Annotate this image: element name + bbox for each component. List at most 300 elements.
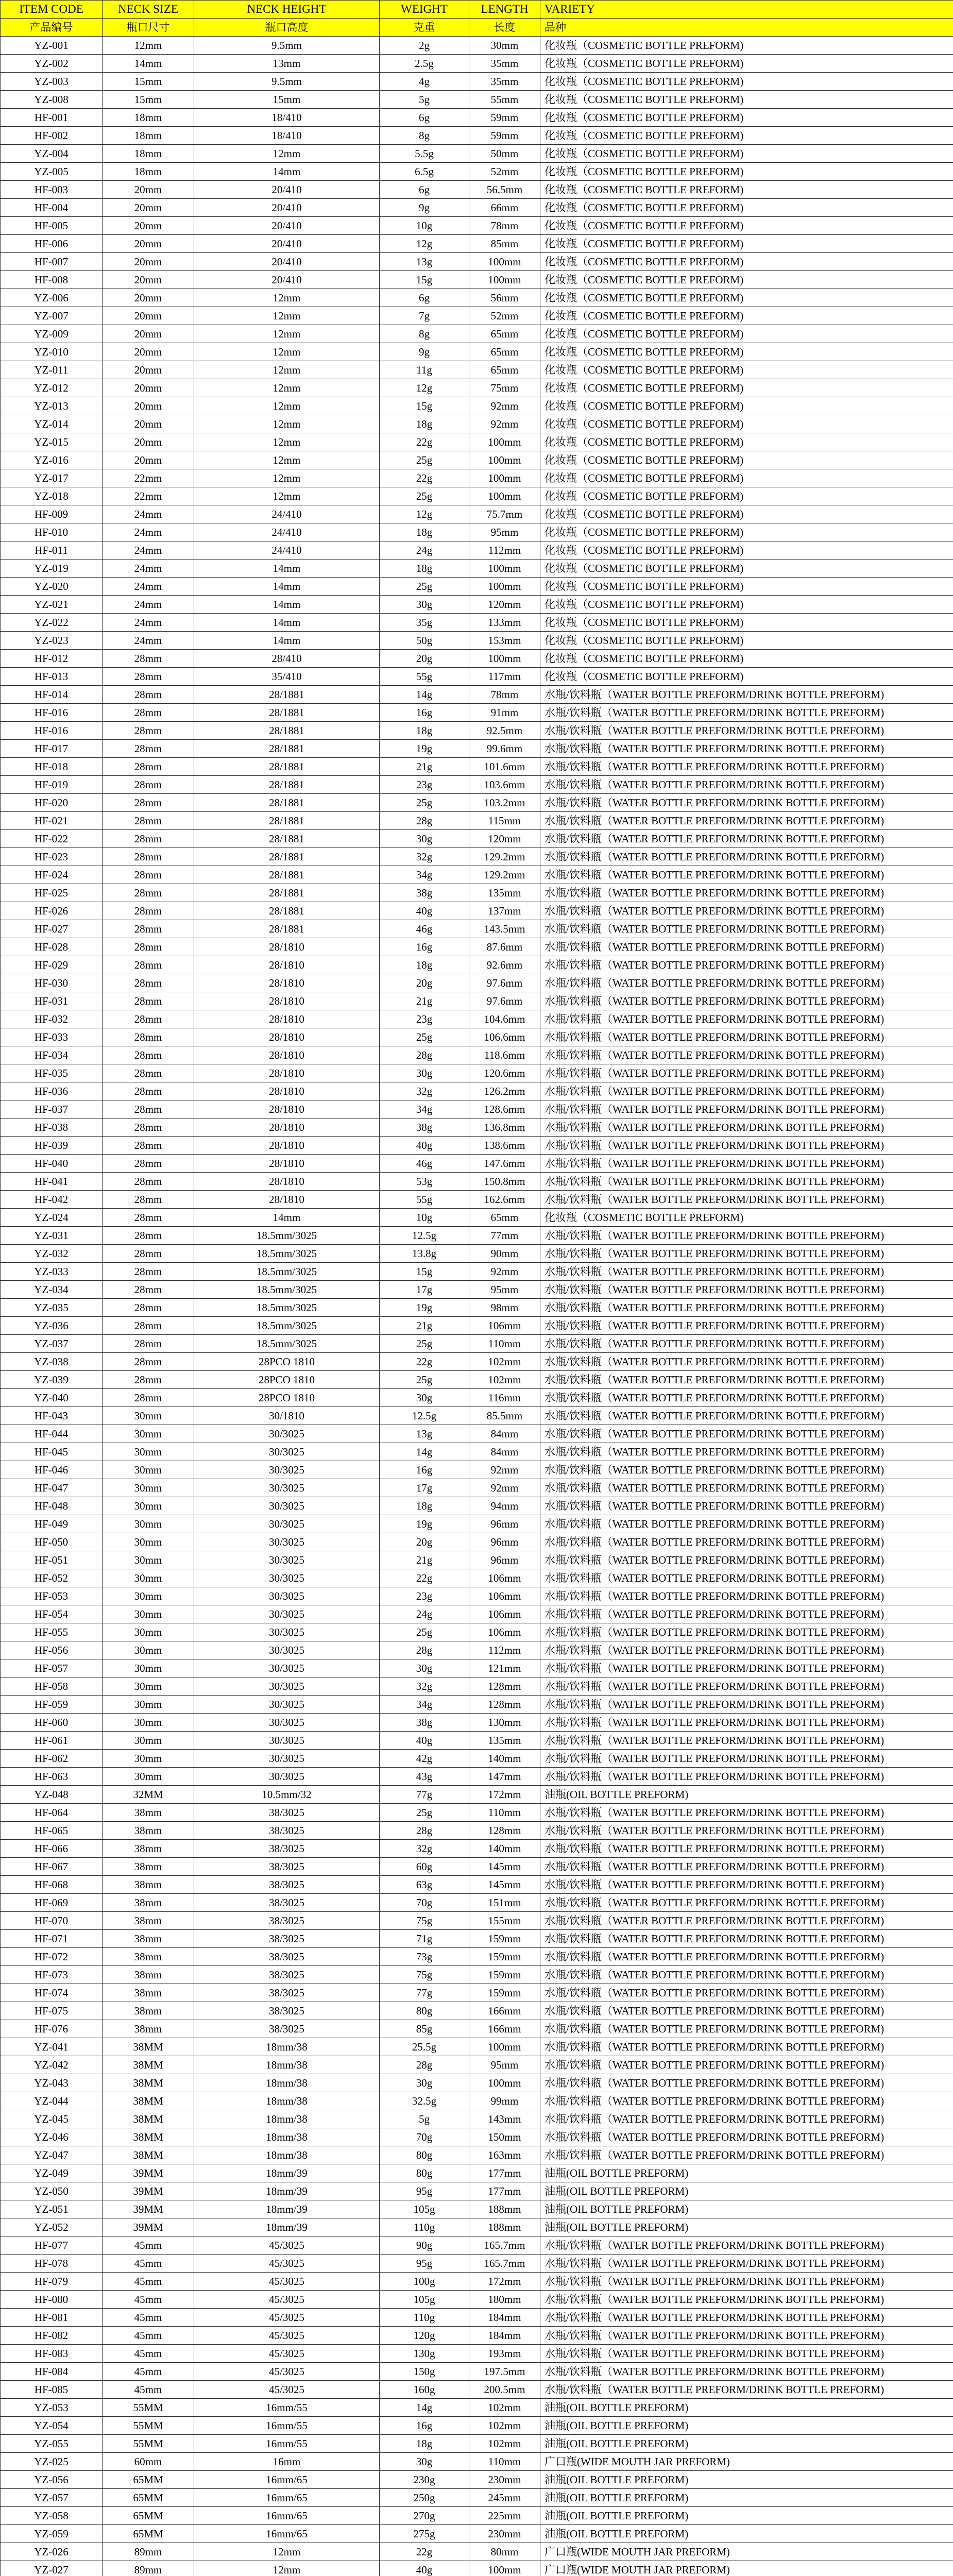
cell-variety: 水瓶/饮料瓶（WATER BOTTLE PREFORM/DRINK BOTTLE PREFORM) [540, 902, 953, 920]
cell-weight: 28g [380, 2056, 469, 2074]
cell-variety: 水瓶/饮料瓶（WATER BOTTLE PREFORM/DRINK BOTTLE PREFORM) [540, 2255, 953, 2273]
cell-length: 84mm [469, 1443, 540, 1461]
cell-variety: 水瓶/饮料瓶（WATER BOTTLE PREFORM/DRINK BOTTLE PREFORM) [540, 704, 953, 722]
cell-length: 65mm [469, 343, 540, 361]
cell-item-code: YZ-006 [1, 289, 103, 307]
cell-item-code: HF-077 [1, 2236, 103, 2255]
cell-neck-size: 38MM [103, 2074, 194, 2092]
cell-item-code: YZ-057 [1, 2489, 103, 2507]
table-row [1, 722, 953, 740]
cell-neck-size: 38MM [103, 2056, 194, 2074]
cell-weight: 13.8g [380, 1245, 469, 1263]
cell-variety: 化妆瓶（COSMETIC BOTTLE PREFORM) [540, 487, 953, 505]
cell-neck-height: 28/1810 [194, 992, 380, 1010]
cell-weight: 46g [380, 1155, 469, 1173]
cell-item-code: HF-008 [1, 271, 103, 289]
cell-item-code: HF-025 [1, 884, 103, 902]
cell-neck-height: 45/3025 [194, 2273, 380, 2291]
cell-item-code: YZ-042 [1, 2056, 103, 2074]
table-row [1, 1984, 953, 2002]
cell-item-code: YZ-007 [1, 307, 103, 325]
cell-neck-size: 65MM [103, 2489, 194, 2507]
header-neck-height: NECK HEIGHT [194, 1, 380, 19]
cell-length: 155mm [469, 1912, 540, 1930]
cell-weight: 9g [380, 199, 469, 217]
table-row [1, 37, 953, 55]
table-row [1, 2273, 953, 2291]
cell-neck-height: 18/410 [194, 109, 380, 127]
cell-neck-size: 30mm [103, 1443, 194, 1461]
cell-neck-height: 12mm [194, 361, 380, 379]
cell-item-code: YZ-040 [1, 1389, 103, 1407]
cell-neck-size: 45mm [103, 2381, 194, 2399]
cell-neck-height: 45/3025 [194, 2327, 380, 2345]
cell-neck-size: 28mm [103, 686, 194, 704]
cell-length: 140mm [469, 1840, 540, 1858]
cell-variety: 水瓶/饮料瓶（WATER BOTTLE PREFORM/DRINK BOTTLE PREFORM) [540, 2110, 953, 2128]
cell-length: 135mm [469, 884, 540, 902]
cell-variety: 水瓶/饮料瓶（WATER BOTTLE PREFORM/DRINK BOTTLE PREFORM) [540, 1100, 953, 1118]
cell-variety: 化妆瓶（COSMETIC BOTTLE PREFORM) [540, 253, 953, 271]
cell-neck-height: 28/1881 [194, 722, 380, 740]
cell-neck-height: 18.5mm/3025 [194, 1281, 380, 1299]
table-row [1, 1353, 953, 1371]
table-row [1, 109, 953, 127]
table-row [1, 2381, 953, 2399]
cell-weight: 28g [380, 812, 469, 830]
cell-weight: 20g [380, 974, 469, 992]
table-row [1, 2182, 953, 2200]
table-row [1, 884, 953, 902]
cell-weight: 18g [380, 523, 469, 541]
cell-item-code: HF-022 [1, 830, 103, 848]
cell-item-code: HF-082 [1, 2327, 103, 2345]
table-row [1, 1750, 953, 1768]
cell-length: 95mm [469, 523, 540, 541]
cell-length: 96mm [469, 1515, 540, 1533]
cell-weight: 110g [380, 2218, 469, 2236]
cell-neck-height: 28/1881 [194, 920, 380, 938]
cell-item-code: YZ-033 [1, 1263, 103, 1281]
cell-weight: 18g [380, 560, 469, 578]
cell-neck-height: 20/410 [194, 271, 380, 289]
cell-length: 35mm [469, 55, 540, 73]
cell-neck-size: 20mm [103, 307, 194, 325]
cell-item-code: HF-016 [1, 704, 103, 722]
cell-neck-height: 18.5mm/3025 [194, 1245, 380, 1263]
cell-item-code: HF-023 [1, 848, 103, 866]
cell-item-code: HF-074 [1, 1984, 103, 2002]
cell-neck-height: 30/3025 [194, 1696, 380, 1714]
cell-neck-height: 38/3025 [194, 2002, 380, 2020]
cell-weight: 25g [380, 1028, 469, 1046]
cell-length: 112mm [469, 1641, 540, 1659]
cell-neck-height: 13mm [194, 55, 380, 73]
cell-neck-size: 30mm [103, 1461, 194, 1479]
cell-weight: 34g [380, 1100, 469, 1118]
cell-weight: 71g [380, 1930, 469, 1948]
cell-item-code: YZ-018 [1, 487, 103, 505]
cell-item-code: HF-027 [1, 920, 103, 938]
cell-neck-height: 20/410 [194, 253, 380, 271]
cell-variety: 化妆瓶（COSMETIC BOTTLE PREFORM) [540, 217, 953, 235]
table-row [1, 1371, 953, 1389]
cell-length: 90mm [469, 1245, 540, 1263]
cell-item-code: YZ-027 [1, 2561, 103, 2576]
cell-weight: 40g [380, 1137, 469, 1155]
cell-weight: 24g [380, 1605, 469, 1623]
header-weight-cn: 克重 [380, 19, 469, 37]
cell-neck-size: 28mm [103, 1299, 194, 1317]
cell-neck-height: 16mm/65 [194, 2471, 380, 2489]
cell-item-code: HF-071 [1, 1930, 103, 1948]
cell-item-code: HF-041 [1, 1173, 103, 1191]
table-row [1, 1551, 953, 1569]
cell-length: 102mm [469, 2435, 540, 2453]
cell-weight: 23g [380, 776, 469, 794]
cell-neck-size: 28mm [103, 1209, 194, 1227]
cell-weight: 70g [380, 2128, 469, 2146]
cell-item-code: HF-081 [1, 2309, 103, 2327]
cell-length: 99mm [469, 2092, 540, 2110]
table-row [1, 794, 953, 812]
table-row [1, 1227, 953, 1245]
cell-neck-height: 38/3025 [194, 1984, 380, 2002]
cell-variety: 水瓶/饮料瓶（WATER BOTTLE PREFORM/DRINK BOTTLE PREFORM) [540, 1822, 953, 1840]
table-row [1, 686, 953, 704]
cell-variety: 水瓶/饮料瓶（WATER BOTTLE PREFORM/DRINK BOTTLE PREFORM) [540, 2038, 953, 2056]
cell-length: 106mm [469, 1317, 540, 1335]
cell-item-code: YZ-059 [1, 2525, 103, 2543]
table-row [1, 217, 953, 235]
cell-length: 177mm [469, 2164, 540, 2182]
cell-neck-height: 38/3025 [194, 1930, 380, 1948]
cell-neck-height: 45/3025 [194, 2363, 380, 2381]
cell-neck-height: 28/1881 [194, 902, 380, 920]
cell-item-code: YZ-005 [1, 163, 103, 181]
table-row [1, 1046, 953, 1064]
cell-variety: 化妆瓶（COSMETIC BOTTLE PREFORM) [540, 127, 953, 145]
table-row [1, 1515, 953, 1533]
cell-item-code: YZ-039 [1, 1371, 103, 1389]
cell-length: 85.5mm [469, 1407, 540, 1425]
table-row [1, 1173, 953, 1191]
cell-neck-height: 20/410 [194, 199, 380, 217]
table-row [1, 1137, 953, 1155]
cell-length: 112mm [469, 541, 540, 560]
table-row [1, 740, 953, 758]
cell-neck-size: 39MM [103, 2200, 194, 2218]
table-row [1, 1659, 953, 1677]
cell-neck-size: 24mm [103, 614, 194, 632]
cell-neck-height: 12mm [194, 433, 380, 451]
cell-neck-height: 28/1810 [194, 1010, 380, 1028]
cell-neck-size: 28mm [103, 1010, 194, 1028]
cell-weight: 21g [380, 758, 469, 776]
table-row [1, 596, 953, 614]
cell-variety: 水瓶/饮料瓶（WATER BOTTLE PREFORM/DRINK BOTTLE PREFORM) [540, 1443, 953, 1461]
cell-variety: 水瓶/饮料瓶（WATER BOTTLE PREFORM/DRINK BOTTLE PREFORM) [540, 1641, 953, 1659]
cell-variety: 水瓶/饮料瓶（WATER BOTTLE PREFORM/DRINK BOTTLE PREFORM) [540, 1191, 953, 1209]
cell-neck-height: 30/3025 [194, 1750, 380, 1768]
cell-neck-height: 30/3025 [194, 1551, 380, 1569]
table-row [1, 2507, 953, 2525]
table-row [1, 235, 953, 253]
cell-variety: 水瓶/饮料瓶（WATER BOTTLE PREFORM/DRINK BOTTLE PREFORM) [540, 1137, 953, 1155]
cell-item-code: YZ-008 [1, 91, 103, 109]
cell-neck-height: 30/3025 [194, 1732, 380, 1750]
cell-variety: 水瓶/饮料瓶（WATER BOTTLE PREFORM/DRINK BOTTLE PREFORM) [540, 1551, 953, 1569]
cell-neck-height: 28/1810 [194, 1137, 380, 1155]
cell-neck-size: 38mm [103, 1804, 194, 1822]
header-neck-size: NECK SIZE [103, 1, 194, 19]
table-row [1, 1587, 953, 1605]
cell-neck-size: 30mm [103, 1497, 194, 1515]
cell-neck-size: 28mm [103, 1155, 194, 1173]
cell-neck-height: 28/1810 [194, 1028, 380, 1046]
cell-item-code: HF-028 [1, 938, 103, 956]
cell-weight: 12g [380, 505, 469, 523]
cell-neck-height: 38/3025 [194, 1822, 380, 1840]
cell-neck-size: 20mm [103, 397, 194, 415]
cell-weight: 14g [380, 1443, 469, 1461]
cell-item-code: HF-006 [1, 235, 103, 253]
cell-variety: 化妆瓶（COSMETIC BOTTLE PREFORM) [540, 560, 953, 578]
cell-variety: 油瓶(OIL BOTTLE PREFORM) [540, 1786, 953, 1804]
cell-neck-height: 16mm/65 [194, 2525, 380, 2543]
cell-neck-size: 28mm [103, 1281, 194, 1299]
cell-neck-height: 45/3025 [194, 2255, 380, 2273]
cell-weight: 80g [380, 2002, 469, 2020]
cell-weight: 95g [380, 2255, 469, 2273]
table-row [1, 343, 953, 361]
cell-neck-size: 28mm [103, 848, 194, 866]
cell-neck-height: 28PCO 1810 [194, 1371, 380, 1389]
cell-variety: 水瓶/饮料瓶（WATER BOTTLE PREFORM/DRINK BOTTLE PREFORM) [540, 1389, 953, 1407]
cell-item-code: HF-036 [1, 1082, 103, 1100]
cell-length: 140mm [469, 1750, 540, 1768]
cell-neck-size: 20mm [103, 361, 194, 379]
cell-item-code: HF-048 [1, 1497, 103, 1515]
cell-weight: 32g [380, 1840, 469, 1858]
cell-item-code: HF-013 [1, 668, 103, 686]
cell-length: 184mm [469, 2309, 540, 2327]
cell-neck-size: 28mm [103, 1245, 194, 1263]
cell-variety: 水瓶/饮料瓶（WATER BOTTLE PREFORM/DRINK BOTTLE PREFORM) [540, 1173, 953, 1191]
cell-neck-height: 9.5mm [194, 73, 380, 91]
table-row [1, 1696, 953, 1714]
cell-variety: 水瓶/饮料瓶（WATER BOTTLE PREFORM/DRINK BOTTLE PREFORM) [540, 1569, 953, 1587]
table-row [1, 487, 953, 505]
cell-length: 117mm [469, 668, 540, 686]
cell-item-code: HF-019 [1, 776, 103, 794]
cell-variety: 水瓶/饮料瓶（WATER BOTTLE PREFORM/DRINK BOTTLE PREFORM) [540, 1461, 953, 1479]
cell-neck-height: 45/3025 [194, 2381, 380, 2399]
cell-length: 78mm [469, 217, 540, 235]
cell-weight: 15g [380, 1263, 469, 1281]
cell-weight: 21g [380, 1317, 469, 1335]
cell-weight: 22g [380, 1353, 469, 1371]
header-length-cn: 长度 [469, 19, 540, 37]
cell-length: 184mm [469, 2327, 540, 2345]
cell-weight: 28g [380, 1046, 469, 1064]
cell-neck-height: 14mm [194, 614, 380, 632]
table-row [1, 127, 953, 145]
cell-length: 180mm [469, 2291, 540, 2309]
cell-length: 143mm [469, 2110, 540, 2128]
cell-neck-height: 28/1881 [194, 794, 380, 812]
cell-variety: 水瓶/饮料瓶（WATER BOTTLE PREFORM/DRINK BOTTLE PREFORM) [540, 992, 953, 1010]
cell-variety: 水瓶/饮料瓶（WATER BOTTLE PREFORM/DRINK BOTTLE PREFORM) [540, 956, 953, 974]
cell-weight: 6g [380, 181, 469, 199]
cell-item-code: HF-066 [1, 1840, 103, 1858]
cell-item-code: YZ-023 [1, 632, 103, 650]
cell-weight: 17g [380, 1479, 469, 1497]
cell-item-code: HF-001 [1, 109, 103, 127]
cell-neck-height: 18.5mm/3025 [194, 1317, 380, 1335]
cell-variety: 水瓶/饮料瓶（WATER BOTTLE PREFORM/DRINK BOTTLE PREFORM) [540, 2273, 953, 2291]
cell-weight: 46g [380, 920, 469, 938]
cell-weight: 18g [380, 956, 469, 974]
cell-weight: 19g [380, 740, 469, 758]
table-row [1, 992, 953, 1010]
cell-neck-height: 16mm/55 [194, 2399, 380, 2417]
cell-item-code: HF-050 [1, 1533, 103, 1551]
cell-length: 172mm [469, 1786, 540, 1804]
cell-neck-size: 38MM [103, 2110, 194, 2128]
cell-weight: 6g [380, 289, 469, 307]
cell-variety: 化妆瓶（COSMETIC BOTTLE PREFORM) [540, 235, 953, 253]
cell-weight: 6.5g [380, 163, 469, 181]
cell-variety: 化妆瓶（COSMETIC BOTTLE PREFORM) [540, 343, 953, 361]
cell-neck-height: 20/410 [194, 235, 380, 253]
cell-length: 92mm [469, 1461, 540, 1479]
cell-item-code: HF-079 [1, 2273, 103, 2291]
cell-item-code: HF-047 [1, 1479, 103, 1497]
cell-neck-size: 20mm [103, 379, 194, 397]
cell-weight: 12g [380, 235, 469, 253]
cell-weight: 18g [380, 1497, 469, 1515]
cell-variety: 化妆瓶（COSMETIC BOTTLE PREFORM) [540, 91, 953, 109]
cell-neck-height: 30/3025 [194, 1533, 380, 1551]
cell-variety: 水瓶/饮料瓶（WATER BOTTLE PREFORM/DRINK BOTTLE PREFORM) [540, 1263, 953, 1281]
cell-weight: 25g [380, 487, 469, 505]
cell-variety: 化妆瓶（COSMETIC BOTTLE PREFORM) [540, 668, 953, 686]
cell-neck-size: 28mm [103, 1389, 194, 1407]
cell-neck-size: 60mm [103, 2453, 194, 2471]
table-row [1, 2110, 953, 2128]
cell-variety: 水瓶/饮料瓶（WATER BOTTLE PREFORM/DRINK BOTTLE PREFORM) [540, 1118, 953, 1137]
cell-neck-size: 28mm [103, 1191, 194, 1209]
cell-weight: 28g [380, 1641, 469, 1659]
cell-neck-size: 28mm [103, 1353, 194, 1371]
cell-neck-size: 32MM [103, 1786, 194, 1804]
cell-variety: 化妆瓶（COSMETIC BOTTLE PREFORM) [540, 650, 953, 668]
cell-weight: 22g [380, 2543, 469, 2561]
table-row [1, 289, 953, 307]
cell-neck-height: 38/3025 [194, 1894, 380, 1912]
cell-neck-size: 28mm [103, 1046, 194, 1064]
cell-neck-height: 28/1810 [194, 974, 380, 992]
cell-weight: 17g [380, 1281, 469, 1299]
cell-item-code: YZ-003 [1, 73, 103, 91]
table-row [1, 2020, 953, 2038]
cell-length: 165.7mm [469, 2236, 540, 2255]
cell-neck-height: 18mm/39 [194, 2200, 380, 2218]
cell-length: 35mm [469, 73, 540, 91]
cell-length: 92mm [469, 1263, 540, 1281]
cell-length: 102mm [469, 1353, 540, 1371]
cell-neck-size: 38mm [103, 1966, 194, 1984]
cell-neck-height: 30/3025 [194, 1768, 380, 1786]
cell-item-code: HF-080 [1, 2291, 103, 2309]
cell-length: 100mm [469, 253, 540, 271]
table-row [1, 2092, 953, 2110]
table-row [1, 1082, 953, 1100]
cell-weight: 42g [380, 1750, 469, 1768]
cell-item-code: YZ-025 [1, 2453, 103, 2471]
cell-length: 92mm [469, 397, 540, 415]
cell-weight: 4g [380, 73, 469, 91]
cell-variety: 水瓶/饮料瓶（WATER BOTTLE PREFORM/DRINK BOTTLE PREFORM) [540, 1894, 953, 1912]
cell-length: 197.5mm [469, 2363, 540, 2381]
cell-item-code: HF-020 [1, 794, 103, 812]
cell-neck-height: 28/1810 [194, 1064, 380, 1082]
cell-neck-size: 24mm [103, 523, 194, 541]
cell-item-code: HF-053 [1, 1587, 103, 1605]
cell-length: 136.8mm [469, 1118, 540, 1137]
table-row [1, 1569, 953, 1587]
table-row [1, 2146, 953, 2164]
cell-variety: 水瓶/饮料瓶（WATER BOTTLE PREFORM/DRINK BOTTLE PREFORM) [540, 1299, 953, 1317]
cell-neck-size: 45mm [103, 2309, 194, 2327]
cell-neck-size: 28mm [103, 1173, 194, 1191]
cell-length: 104.6mm [469, 1010, 540, 1028]
table-row [1, 1461, 953, 1479]
cell-item-code: HF-051 [1, 1551, 103, 1569]
cell-neck-height: 38/3025 [194, 1948, 380, 1966]
cell-neck-height: 28/1881 [194, 866, 380, 884]
table-row [1, 2056, 953, 2074]
cell-neck-height: 38/3025 [194, 1966, 380, 1984]
table-row [1, 91, 953, 109]
cell-weight: 95g [380, 2182, 469, 2200]
cell-length: 188mm [469, 2200, 540, 2218]
cell-weight: 80g [380, 2164, 469, 2182]
cell-variety: 化妆瓶（COSMETIC BOTTLE PREFORM) [540, 271, 953, 289]
table-row [1, 1786, 953, 1804]
cell-item-code: HF-073 [1, 1966, 103, 1984]
cell-length: 100mm [469, 2074, 540, 2092]
cell-length: 100mm [469, 650, 540, 668]
cell-neck-size: 38mm [103, 2002, 194, 2020]
cell-weight: 270g [380, 2507, 469, 2525]
cell-length: 133mm [469, 614, 540, 632]
cell-weight: 25g [380, 794, 469, 812]
cell-length: 159mm [469, 1984, 540, 2002]
cell-variety: 水瓶/饮料瓶（WATER BOTTLE PREFORM/DRINK BOTTLE PREFORM) [540, 2074, 953, 2092]
cell-weight: 80g [380, 2146, 469, 2164]
cell-length: 98mm [469, 1299, 540, 1317]
cell-neck-size: 28mm [103, 974, 194, 992]
cell-neck-size: 28mm [103, 902, 194, 920]
cell-neck-size: 20mm [103, 235, 194, 253]
cell-weight: 25g [380, 1804, 469, 1822]
cell-length: 80mm [469, 2543, 540, 2561]
cell-neck-size: 30mm [103, 1587, 194, 1605]
cell-neck-size: 12mm [103, 37, 194, 55]
table-row [1, 1605, 953, 1623]
